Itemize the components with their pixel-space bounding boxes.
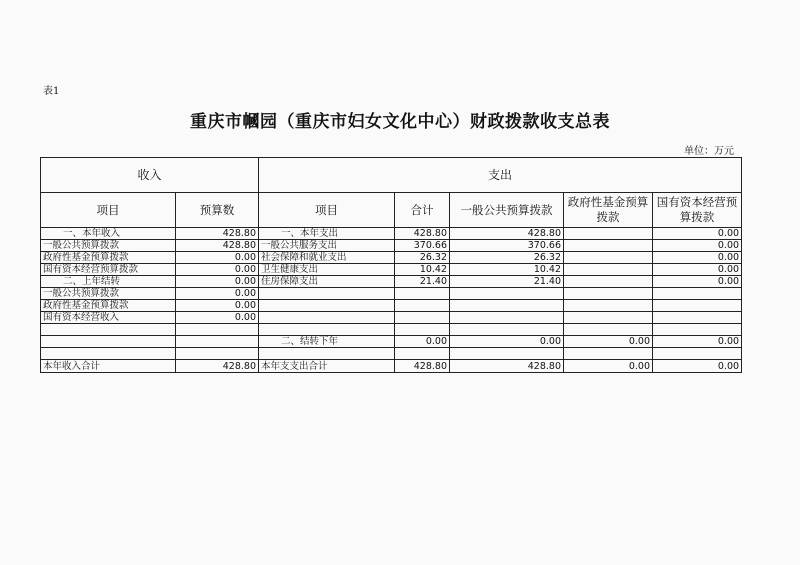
expense-fund-cell: 0.00 <box>564 360 653 373</box>
income-group-header: 收入 <box>41 158 259 193</box>
expense-general-cell <box>450 288 564 300</box>
expense-fund-cell <box>564 324 653 336</box>
expense-item-cell <box>259 312 395 324</box>
expense-general-cell: 370.66 <box>450 240 564 252</box>
income-amount-cell: 0.00 <box>176 264 259 276</box>
income-item-cell: 一般公共预算拨款 <box>41 240 176 252</box>
expense-total-cell: 26.32 <box>395 252 450 264</box>
income-item-cell: 二、上年结转 <box>41 276 176 288</box>
table-row <box>41 300 742 312</box>
expense-general-cell: 428.80 <box>450 228 564 240</box>
income-amount-cell <box>176 324 259 336</box>
expense-item-cell: 社会保障和就业支出 <box>259 252 395 264</box>
income-item-header: 项目 <box>41 193 176 228</box>
table-number-label: 表1 <box>43 86 60 97</box>
expense-total-cell: 0.00 <box>395 336 450 348</box>
expense-state-cell <box>653 348 742 360</box>
total-row <box>41 360 742 373</box>
expense-state-cell: 0.00 <box>653 264 742 276</box>
expense-general-cell: 428.80 <box>450 360 564 373</box>
expense-total-cell: 370.66 <box>395 240 450 252</box>
expense-state-cell <box>653 300 742 312</box>
table-row <box>41 288 742 300</box>
header-row-columns <box>41 193 742 228</box>
expense-total-cell <box>395 348 450 360</box>
expense-state-cell <box>653 324 742 336</box>
expense-fund-cell <box>564 288 653 300</box>
table-row <box>41 228 742 240</box>
unit-label: 单位：万元 <box>684 146 734 157</box>
income-item-cell <box>41 348 176 360</box>
table-row <box>41 264 742 276</box>
expense-item-cell <box>259 324 395 336</box>
expense-item-cell: 住房保障支出 <box>259 276 395 288</box>
budget-summary-table <box>40 157 742 373</box>
expense-state-cell: 0.00 <box>653 228 742 240</box>
expense-item-header: 项目 <box>259 193 395 228</box>
table-row <box>41 336 742 348</box>
income-item-cell: 国有资本经营预算拨款 <box>41 264 176 276</box>
income-item-cell: 政府性基金预算拨款 <box>41 300 176 312</box>
income-budget-header: 预算数 <box>176 193 259 228</box>
expense-item-cell <box>259 348 395 360</box>
expense-item-cell: 二、结转下年 <box>259 336 395 348</box>
expense-fund-cell <box>564 276 653 288</box>
expense-fund-cell <box>564 252 653 264</box>
income-item-cell: 本年收入合计 <box>41 360 176 373</box>
expense-general-header: 一般公共预算拨款 <box>450 193 564 228</box>
expense-total-header: 合计 <box>395 193 450 228</box>
expense-total-cell: 10.42 <box>395 264 450 276</box>
table-row <box>41 312 742 324</box>
expense-item-cell: 一、本年支出 <box>259 228 395 240</box>
expense-total-cell <box>395 324 450 336</box>
expense-fund-cell <box>564 228 653 240</box>
table-row <box>41 252 742 264</box>
expense-state-cell <box>653 312 742 324</box>
expense-state-cell <box>653 288 742 300</box>
expense-state-header: 国有资本经营预算拨款 <box>653 193 742 228</box>
income-item-cell: 一般公共预算拨款 <box>41 288 176 300</box>
expense-general-cell <box>450 300 564 312</box>
expense-total-cell <box>395 300 450 312</box>
expense-fund-cell <box>564 240 653 252</box>
expense-state-cell: 0.00 <box>653 360 742 373</box>
expense-total-cell: 428.80 <box>395 360 450 373</box>
income-item-cell <box>41 324 176 336</box>
expense-fund-cell <box>564 348 653 360</box>
income-amount-cell: 0.00 <box>176 312 259 324</box>
expense-fund-cell: 0.00 <box>564 336 653 348</box>
table-body <box>41 228 742 373</box>
expense-state-cell: 0.00 <box>653 240 742 252</box>
income-amount-cell <box>176 348 259 360</box>
page-title: 重庆市幗园（重庆市妇女文化中心）财政拨款收支总表 <box>190 112 610 132</box>
expense-general-cell <box>450 324 564 336</box>
income-item-cell: 国有资本经营收入 <box>41 312 176 324</box>
income-amount-cell: 428.80 <box>176 240 259 252</box>
table-row <box>41 324 742 336</box>
expense-fund-header: 政府性基金预算拨款 <box>564 193 653 228</box>
expense-general-cell: 26.32 <box>450 252 564 264</box>
income-amount-cell: 0.00 <box>176 276 259 288</box>
income-amount-cell: 428.80 <box>176 360 259 373</box>
expense-item-cell <box>259 288 395 300</box>
expense-state-cell: 0.00 <box>653 336 742 348</box>
expense-general-cell: 21.40 <box>450 276 564 288</box>
expense-total-cell <box>395 312 450 324</box>
expense-fund-cell <box>564 300 653 312</box>
expense-fund-cell <box>564 264 653 276</box>
expense-item-cell <box>259 300 395 312</box>
table-row <box>41 276 742 288</box>
table-row <box>41 348 742 360</box>
income-amount-cell: 0.00 <box>176 300 259 312</box>
income-amount-cell: 0.00 <box>176 252 259 264</box>
expense-state-cell: 0.00 <box>653 252 742 264</box>
expense-fund-cell <box>564 312 653 324</box>
expense-total-cell: 428.80 <box>395 228 450 240</box>
income-amount-cell <box>176 336 259 348</box>
income-amount-cell: 428.80 <box>176 228 259 240</box>
income-amount-cell: 0.00 <box>176 288 259 300</box>
expense-general-cell <box>450 348 564 360</box>
expense-group-header: 支出 <box>259 158 742 193</box>
expense-state-cell: 0.00 <box>653 276 742 288</box>
expense-total-cell <box>395 288 450 300</box>
expense-total-cell: 21.40 <box>395 276 450 288</box>
income-item-cell: 政府性基金预算拨款 <box>41 252 176 264</box>
income-item-cell: 一、本年收入 <box>41 228 176 240</box>
expense-general-cell: 10.42 <box>450 264 564 276</box>
expense-general-cell <box>450 312 564 324</box>
header-row-group <box>41 158 742 193</box>
expense-item-cell: 本年支支出合计 <box>259 360 395 373</box>
expense-general-cell: 0.00 <box>450 336 564 348</box>
expense-item-cell: 卫生健康支出 <box>259 264 395 276</box>
expense-item-cell: 一般公共服务支出 <box>259 240 395 252</box>
table-row <box>41 240 742 252</box>
income-item-cell <box>41 336 176 348</box>
